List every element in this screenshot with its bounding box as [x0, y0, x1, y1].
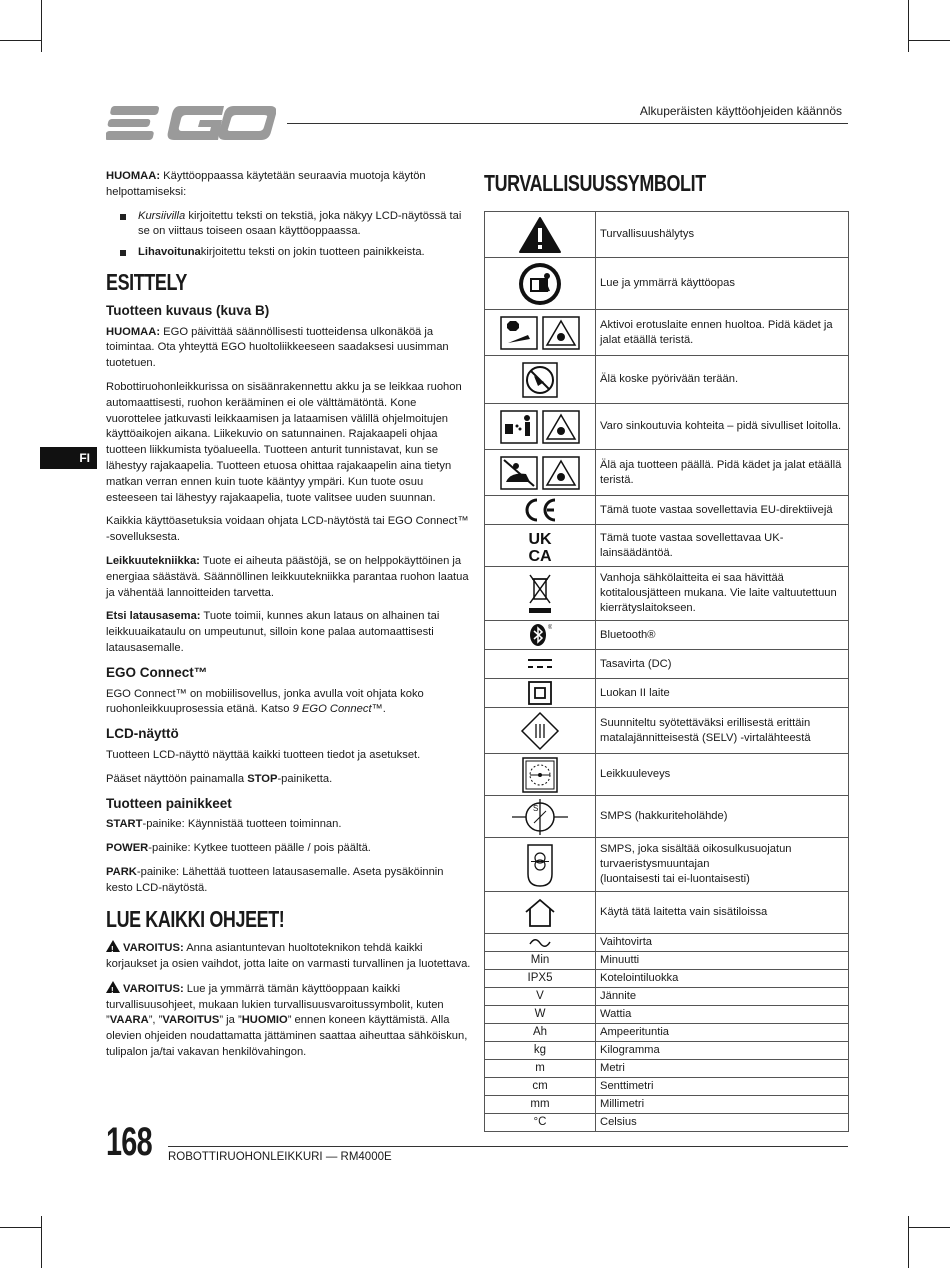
section-heading-esittely: ESITTELY: [106, 268, 187, 295]
table-row: [485, 1096, 849, 1114]
table-row: [485, 496, 849, 525]
selv-icon: [485, 708, 596, 754]
symbol-description: Ampeerituntia: [596, 1024, 849, 1042]
etsi-paragraph: Etsi latausasema: Tuote toimii, kunnes akun lataus on alhainen tai leikkuuaikataulu on umpeutunut, silloin kone palaa automaattisesti latausasemalle.: [106, 610, 440, 654]
varoitus-paragraph-1: !VAROITUS: Anna asiantuntevan huoltoteknikon tehdä kaikki korjaukset ja osien vaihdot, jotta laite on varmasti turvallinen ja luotettava.: [106, 940, 472, 973]
symbol-description: Varo sinkoutuvia kohteita – pidä sivulliset loitolla.: [596, 404, 849, 450]
symbol-description: Kilogramma: [596, 1042, 849, 1060]
header-rule: [287, 123, 848, 124]
subheading-kuvaus: Tuotteen kuvaus (kuva B): [106, 302, 270, 318]
subheading-painikkeet: Tuotteen painikkeet: [106, 795, 232, 811]
park-paragraph: PARK-painike: Lähettää tuotteen latausasemalle. Aseta pysäköinnin kesto LCD-näytöstä.: [106, 865, 444, 894]
unit-symbol: mm: [485, 1096, 596, 1114]
ce-mark-icon: [485, 496, 596, 525]
unit-symbol: V: [485, 988, 596, 1006]
direct-current-icon: [485, 650, 596, 679]
symbol-description: Celsius: [596, 1114, 849, 1132]
bluetooth-icon: [485, 621, 596, 650]
smps-icon: [485, 796, 596, 838]
unit-symbol: m: [485, 1060, 596, 1078]
varoitus-paragraph-2: !VAROITUS: Lue ja ymmärrä tämän käyttöoppaan kaikki turvallisuusohjeet, mukaan lukien turvallisuusvaroitussymbolit, kuten ”VAARA”, ”VAROITUS” ja ”HUOMIO” ennen koneen käyttämistä. Alla olevien ohjeiden noudattamatta jättäminen saattaa aiheuttaa sähköiskun, tulipalon ja/tai vakavan henkilövahingon.: [106, 981, 472, 1061]
no-touch-blade-icon: [485, 356, 596, 404]
svg-text:UK: UK: [528, 530, 552, 548]
symbol-description: Wattia: [596, 1006, 849, 1024]
symbol-description: Aktivoi erotuslaite ennen huoltoa. Pidä kädet ja jalat etäällä teristä.: [596, 310, 849, 356]
class-ii-icon: [485, 679, 596, 708]
symbol-description: Luokan II laite: [596, 679, 849, 708]
symbol-description: Tasavirta (DC): [596, 650, 849, 679]
power-paragraph: POWER-painike: Kytkee tuotteen päälle / pois päältä.: [106, 842, 371, 855]
symbol-description: Minuutti: [596, 952, 849, 970]
lcd-paragraph-1: Tuotteen LCD-näyttö näyttää kaikki tuotteen tiedot ja asetukset.: [106, 748, 421, 761]
table-row: [485, 450, 849, 496]
table-row: [485, 988, 849, 1006]
crop-mark: [0, 40, 42, 41]
crop-mark: [41, 0, 42, 52]
unit-symbol: kg: [485, 1042, 596, 1060]
thrown-objects-icon: [485, 404, 596, 450]
kaikkia-paragraph: Kaikkia käyttöasetuksia voidaan ohjata LCD-näytöstä tai EGO Connect™ -sovelluksesta.: [106, 515, 469, 544]
start-paragraph: START-painike: Käynnistää tuotteen toiminnan.: [106, 818, 342, 831]
table-row: [485, 934, 849, 952]
stop-blade-icon: [485, 310, 596, 356]
symbols-table: [484, 211, 849, 1132]
crop-mark: [908, 1216, 909, 1268]
read-manual-icon: [485, 258, 596, 310]
svg-text:S: S: [533, 803, 539, 813]
table-row: [485, 356, 849, 404]
svg-text:CA: CA: [528, 547, 552, 563]
crop-mark: [908, 40, 950, 41]
table-row: [485, 525, 849, 567]
table-row: [485, 258, 849, 310]
subheading-ego-connect: EGO Connect™: [106, 664, 208, 680]
symbol-description: Senttimetri: [596, 1078, 849, 1096]
ego-logo: [106, 104, 276, 142]
table-row: [485, 796, 849, 838]
crop-mark: [908, 0, 909, 52]
table-row: [485, 650, 849, 679]
symbol-description: Bluetooth®: [596, 621, 849, 650]
left-column: [106, 169, 472, 1069]
symbol-description: Jännite: [596, 988, 849, 1006]
table-row: [485, 892, 849, 934]
usage-note: HUOMAA: Käyttöoppaassa käytetään seuraavia muotoja käytön helpottamiseksi:: [106, 170, 426, 198]
symbol-description: Turvallisuushälytys: [596, 212, 849, 258]
table-row: [485, 310, 849, 356]
symbol-description: Älä koske pyörivään terään.: [596, 356, 849, 404]
symbol-description: Kotelointiluokka: [596, 970, 849, 988]
ukca-mark-icon: [485, 525, 596, 567]
symbol-description: Älä aja tuotteen päällä. Pidä kädet ja jalat etäällä teristä.: [596, 450, 849, 496]
crop-mark: [41, 1216, 42, 1268]
subheading-lcd: LCD-näyttö: [106, 726, 179, 742]
table-row: [485, 621, 849, 650]
unit-symbol: cm: [485, 1078, 596, 1096]
warning-icon: [106, 981, 120, 993]
symbol-description: Millimetri: [596, 1096, 849, 1114]
symbol-description: Lue ja ymmärrä käyttöopas: [596, 258, 849, 310]
robotti-paragraph: Robottiruohonleikkurissa on sisäänrakennettu akku ja se leikkaa ruohon automaattisesti, ruohon kerääminen ei ole välttämätöntä. Kone vuorottelee jatkuvasti leikkaamisen ja lataamisen välillä ohjelmoitujen käyttöaikojen aikana. Liikekuvio on satunnainen. Rajakaapeli ohjaa tuotteen liikkumista työalueella. Tuotteen anturit tunnistavat, kun se lähestyy rajakaapelia. Tuotteen etuosa ohittaa rajakaapelin aina tietyn matkan verran ennen kuin tuote kääntyy ympäri. Kun tuote osuu esteeseen tai lähestyy rajakaapelia, tuote valitsee uuden suunnan.: [106, 380, 462, 504]
lcd-paragraph-2: Pääset näyttöön painamalla STOP-painiketta.: [106, 772, 333, 785]
table-row: [485, 679, 849, 708]
table-row: [485, 952, 849, 970]
list-item: Kursiivilla kirjoitettu teksti on tekstiä, joka näkyy LCD-näytössä tai se on viittaus toiseen osaan käyttöoppaassa.: [138, 209, 472, 241]
table-row: [485, 1042, 849, 1060]
table-row: [485, 838, 849, 892]
footer-text: ROBOTTIRUOHONLEIKKURI — RM4000E: [168, 1151, 392, 1163]
symbol-description: Suunniteltu syötettäväksi erillisestä erittäin matalajännitteisestä (SELV) -virtalähteestä: [596, 708, 849, 754]
symbol-description: Tämä tuote vastaa sovellettavia EU-direktiivejä: [596, 496, 849, 525]
unit-symbol: Min: [485, 952, 596, 970]
header-title: Alkuperäisten käyttöohjeiden käännös: [639, 104, 842, 118]
table-row: [485, 970, 849, 988]
table-row: [485, 1078, 849, 1096]
language-tab: FI: [40, 447, 97, 469]
table-row: [485, 404, 849, 450]
leikkuu-paragraph: Leikkuutekniikka: Tuote ei aiheuta päästöjä, se on helppokäyttöinen ja energiaa säästävä. Säännöllinen leikkuutekniikka parantaa ruohon laatua ja vähentää lannoitteiden tarvetta.: [106, 554, 469, 599]
symbol-description: Vanhoja sähkölaitteita ei saa hävittää kotitalousjätteen mukana. Vie laite valtuutettuun kierrätyslaitokseen.: [596, 567, 849, 621]
crop-mark: [908, 1227, 950, 1228]
crop-mark: [0, 1227, 42, 1228]
smps-transformer-icon: [485, 838, 596, 892]
indoor-only-icon: [485, 892, 596, 934]
footer-rule: [168, 1146, 848, 1147]
symbol-description: Käytä tätä laitetta vain sisätiloissa: [596, 892, 849, 934]
symbol-description: Leikkuuleveys: [596, 754, 849, 796]
notes-list: [106, 209, 472, 261]
svg-text:®: ®: [548, 625, 552, 631]
symbol-description: Metri: [596, 1060, 849, 1078]
safety-alert-icon: [485, 212, 596, 258]
table-row: [485, 567, 849, 621]
kuvaus-note: HUOMAA: EGO päivittää säännöllisesti tuotteidensa ulkonäköä ja toimintaa. Ota yhteyttä EGO huoltoliikkeeseen saadaksesi uusimman tuotetuen.: [106, 325, 449, 370]
ego-connect-paragraph: EGO Connect™ on mobiilisovellus, jonka avulla voit ohjata koko ruohonleikkuuprosessia etänä. Katso 9 EGO Connect™.: [106, 687, 424, 716]
list-item: Lihavoitunakirjoitettu teksti on jokin tuotteen painikkeista.: [138, 245, 472, 261]
symbol-description: Tämä tuote vastaa sovellettavaa UK-lainsäädäntöä.: [596, 525, 849, 567]
table-row: [485, 1024, 849, 1042]
unit-symbol: W: [485, 1006, 596, 1024]
weee-bin-icon: [485, 567, 596, 621]
table-row: [485, 1114, 849, 1132]
warning-icon: [106, 940, 120, 952]
symbol-description: SMPS, joka sisältää oikosulkusuojatun turvaeristysmuuntajan (luontaisesti tai ei-luontaisesti): [596, 838, 849, 892]
table-row: [485, 1006, 849, 1024]
table-row: [485, 754, 849, 796]
table-row: [485, 1060, 849, 1078]
unit-symbol: IPX5: [485, 970, 596, 988]
table-row: [485, 212, 849, 258]
section-heading-lue-kaikki: LUE KAIKKI OHJEET!: [106, 906, 285, 933]
no-ride-icon: [485, 450, 596, 496]
cutting-width-icon: [485, 754, 596, 796]
table-row: [485, 708, 849, 754]
symbol-description: Vaihtovirta: [596, 934, 849, 952]
unit-symbol: °C: [485, 1114, 596, 1132]
unit-symbol: Ah: [485, 1024, 596, 1042]
ac-icon: [485, 934, 596, 952]
symbols-title: TURVALLISUUSSYMBOLIT: [484, 170, 706, 196]
symbol-description: SMPS (hakkuriteholähde): [596, 796, 849, 838]
page-number: 168: [106, 1120, 152, 1164]
